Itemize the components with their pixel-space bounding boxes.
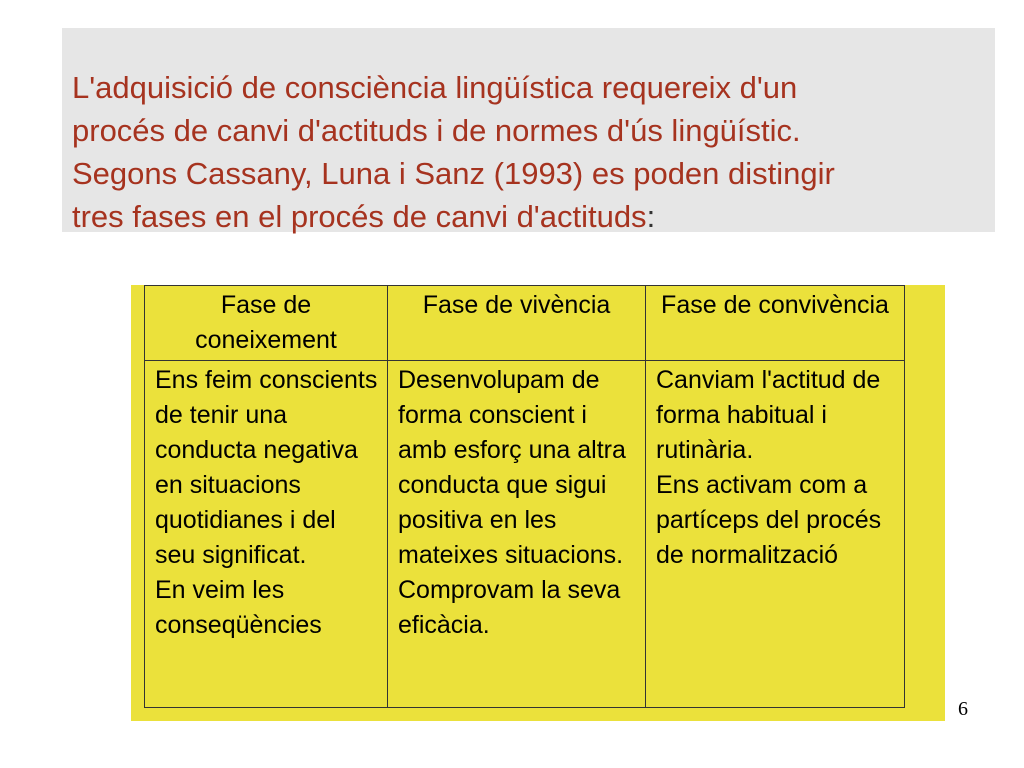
header-fase-coneixement: Fase de coneixement [145,286,388,361]
cell-fase-coneixement: Ens feim conscients de tenir una conducta negativa en situacions quotidianes i del seu significat. En veim les conseqüències [145,361,388,708]
table-header-row [145,286,905,361]
header-fase-vivencia: Fase de vivència [388,286,646,361]
page-number: 6 [958,698,968,720]
slide-title-colon: : [646,199,656,234]
table-row [145,361,905,708]
header-fase-convivencia: Fase de convivència [646,286,905,361]
cell-fase-vivencia: Desenvolupam de forma conscient i amb esforç una altra conducta que sigui positiva en les mateixes situacions. Comprovam la seva eficàcia. [388,361,646,708]
title-box [62,28,995,232]
phases-table [144,285,905,708]
slide-title-text: L'adquisició de consciència lingüística requereix d'un procés de canvi d'actituds i de normes d'ús lingüístic. Segons Cassany, Luna i Sanz (1993) es poden distingir tres fases en el procés de canvi d'actituds [72,70,835,234]
cell-fase-convivencia: Canviam l'actitud de forma habitual i rutinària. Ens activam com a partíceps del procés de normalització [646,361,905,708]
slide-title [72,66,987,238]
